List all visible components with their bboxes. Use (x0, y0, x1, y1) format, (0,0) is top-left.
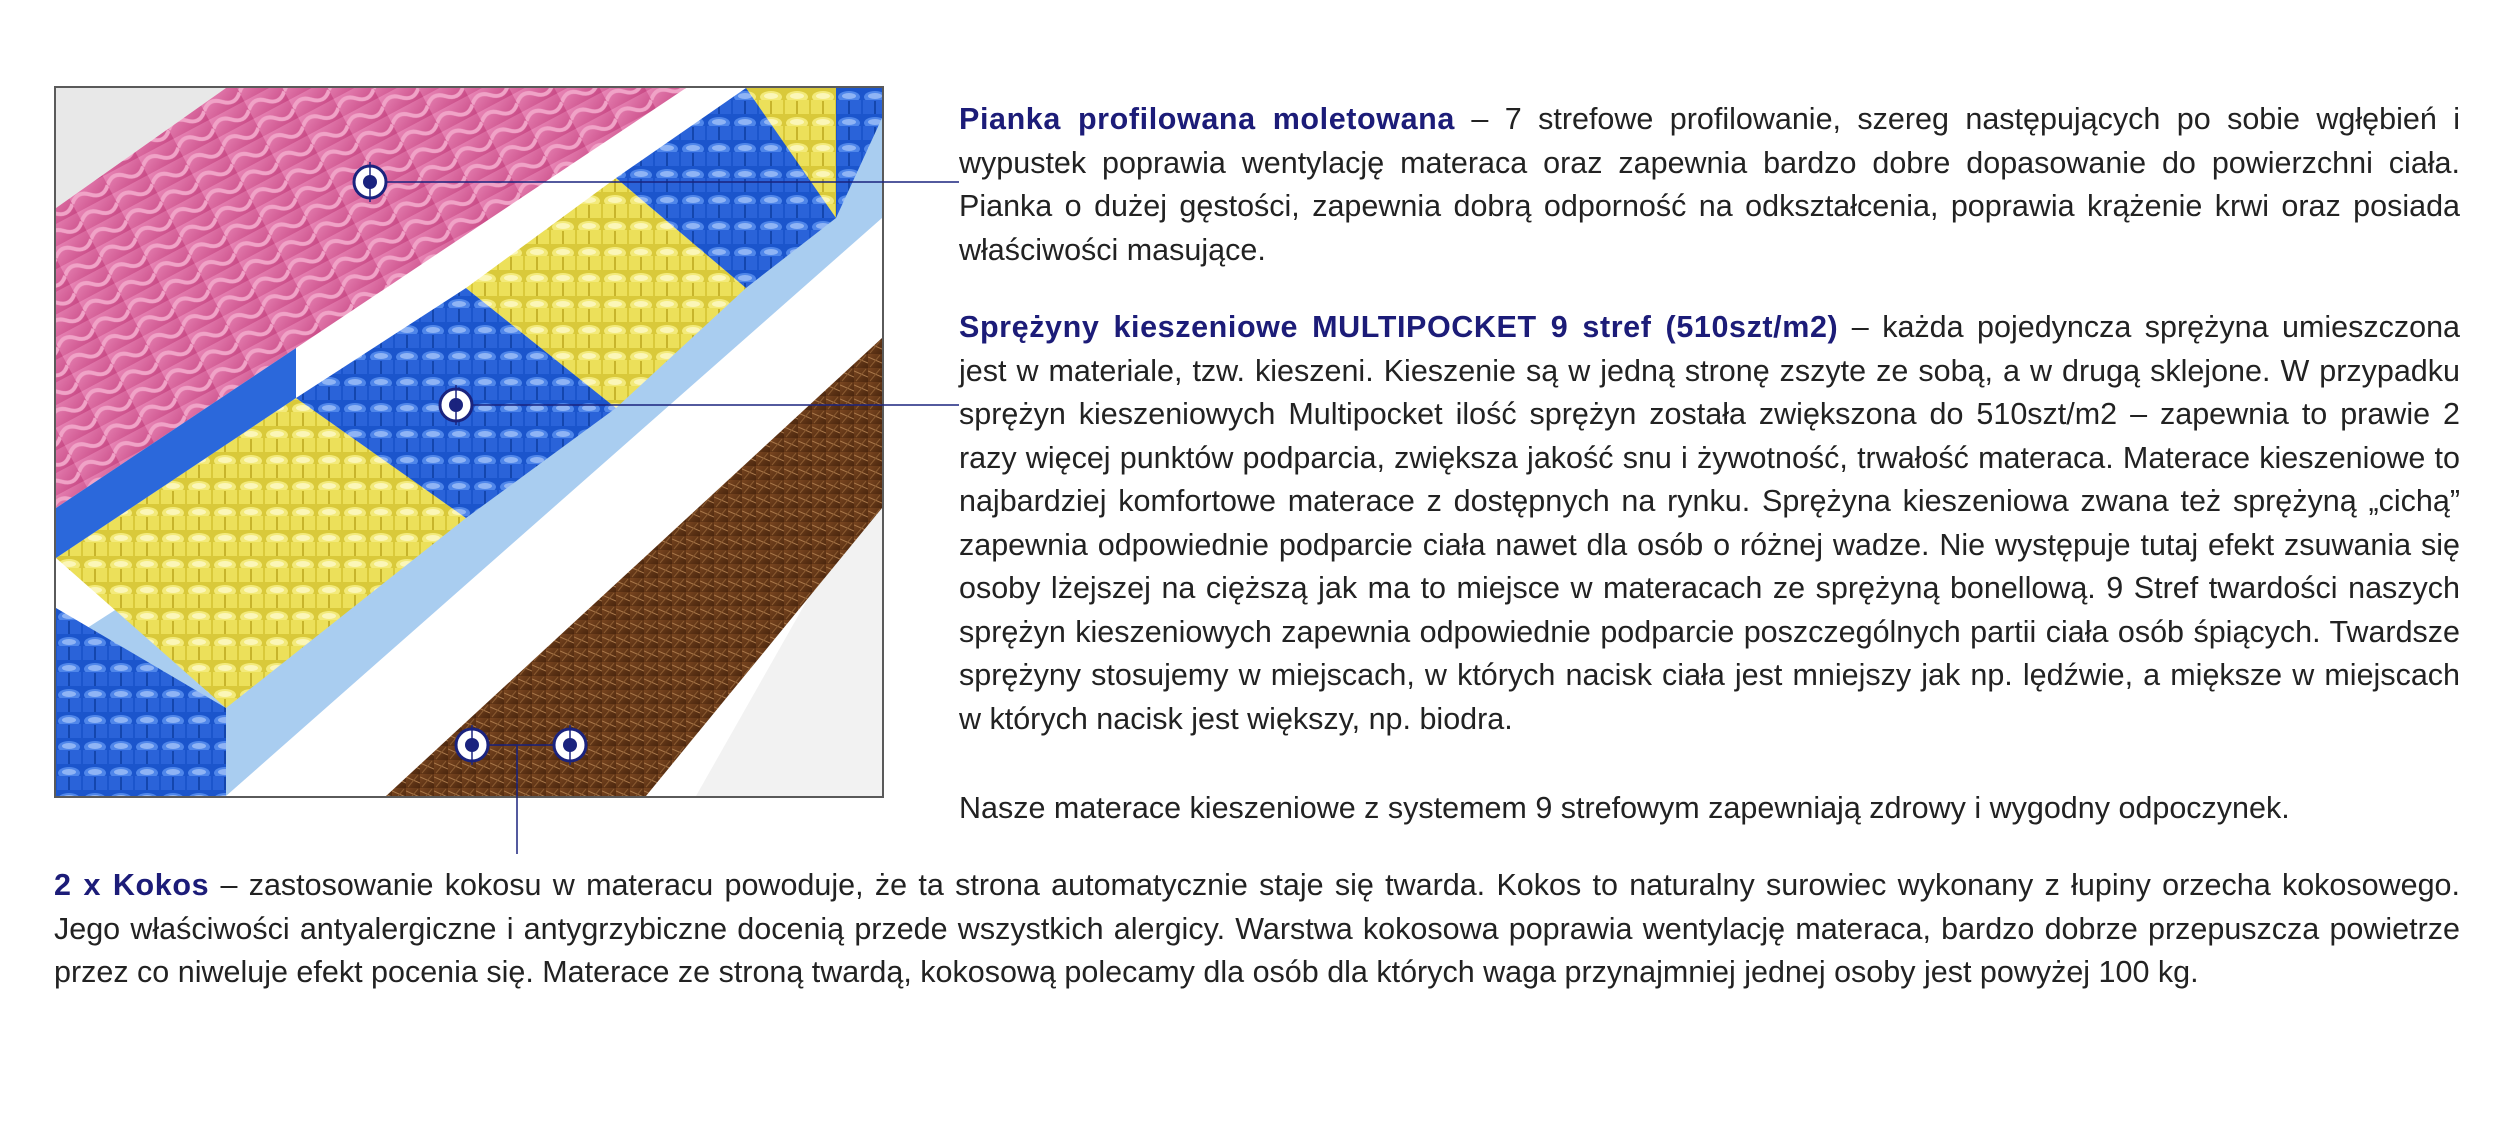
mattress-layers-svg (56, 88, 882, 796)
coconut-title: 2 x Kokos (54, 868, 210, 902)
foam-body: 7 strefowe profilowanie, szereg następujących po sobie wgłębień i wypustek poprawia wentylację materaca oraz zapewnia bardzo dobre dopasowanie do powierzchni ciała. Pianka o dużej gęstości, zapewnia dobrą odporność na odkształcenia, poprawia krążenie krwi oraz posiada właściwości masujące. (959, 102, 2460, 267)
foam-description (959, 98, 2460, 272)
coconut-description (54, 864, 2460, 995)
coconut-separator: – (209, 868, 249, 902)
springs-body: każda pojedyncza sprężyna umieszczona jest w materiale, tzw. kieszeni. Kieszenie są w jedną stronę zszyte ze sobą, a w drugą sklejone. W przypadku sprężyn kieszeniowych Multipocket ilość sprężyn została zwiększona do 510szt/m2 – zapewnia to prawie 2 razy więcej punktów podparcia, zwiększa jakość snu i żywotność, trwałość materaca. Materace kieszeniowe to najbardziej komfortowe materace z dostępnych na rynku. Sprężyna kieszeniowa zwana też sprężyną „cichą” zapewnia odpowiednie podparcie ciała nawet dla osób o różnej wadze. Nie występuje tutaj efekt zsuwania się osoby lżejszej na cięższą jak ma to miejsce w materacach ze sprężyną bonellową. 9 Stref twardości naszych sprężyn kieszeniowych zapewnia odpowiednie podparcie poszczególnych partii ciała osób śpiących. Twardsze sprężyny stosujemy w miejscach, w których nacisk ciała jest mniejszy jak np. lędźwie, a miększe w miejscach w których nacisk jest większy, np. biodra. (959, 310, 2461, 736)
springs-description (959, 306, 2460, 741)
foam-separator: – (1454, 102, 1505, 136)
foam-title: Pianka profilowana moletowana (959, 102, 1455, 136)
springs-separator: – (1838, 310, 1883, 344)
coconut-body: zastosowanie kokosu w materacu powoduje, że ta strona automatycznie staje się twarda. Kokos to naturalny surowiec wykonany z łupiny orzecha kokosowego. Jego właściwości antyalergiczne i antygrzybiczne docenią przede wszystkich alergicy. Warstwa kokosowa poprawia wentylację materaca, bardzo dobrze przepuszcza powietrze przez co niweluje efekt pocenia się. Materace ze stroną twardą, kokosową polecamy dla osób dla których waga przynajmniej jednej osoby jest powyżej 100 kg. (54, 868, 2460, 989)
springs-title: Sprężyny kieszeniowe MULTIPOCKET 9 stref (510szt/m2) (959, 310, 1839, 344)
mattress-cross-section-illustration (54, 86, 884, 798)
springs-closing: Nasze materace kieszeniowe z systemem 9 strefowym zapewniają zdrowy i wygodny odpoczynek. (959, 791, 2290, 825)
